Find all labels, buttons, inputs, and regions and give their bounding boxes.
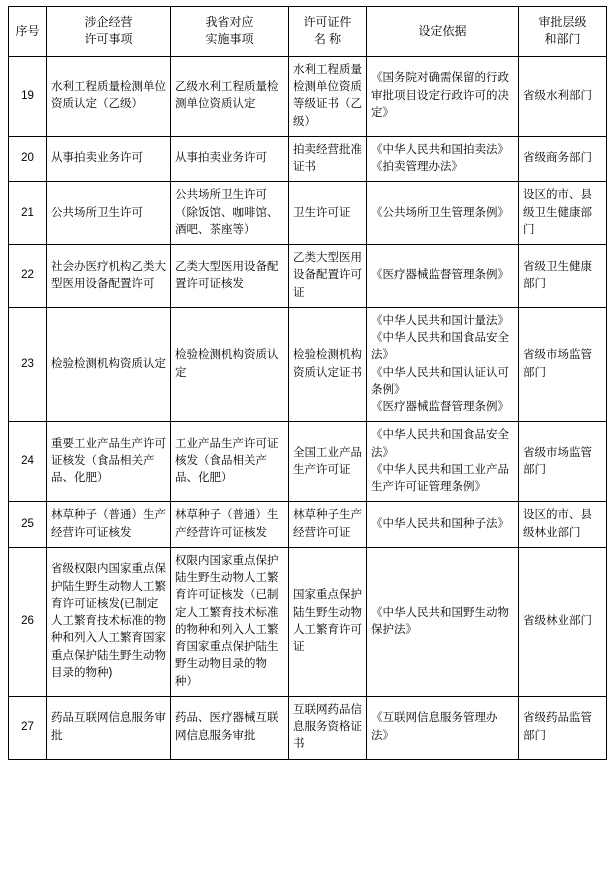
column-header-item: [47, 7, 171, 57]
cell-department: 省级卫生健康部门: [519, 245, 607, 308]
table-row: [9, 502, 607, 548]
basis-line: 《医疗器械监督管理条例》: [371, 269, 509, 282]
table-row: [9, 136, 607, 182]
table-row: [9, 547, 607, 696]
cell-seq: 21: [9, 182, 47, 245]
cell-seq: 25: [9, 502, 47, 548]
cell-basis: [367, 182, 519, 245]
basis-line: 《中华人民共和国食品安全法》: [371, 332, 509, 362]
cell-basis: [367, 547, 519, 696]
cell-basis: [367, 56, 519, 136]
cell-department: 省级药品监管部门: [519, 696, 607, 759]
cell-basis: [367, 502, 519, 548]
column-header-department: [519, 7, 607, 57]
cell-item: 检验检测机构资质认定: [47, 307, 171, 422]
cell-certificate: 水利工程质量检测单位资质等级证书（乙级）: [289, 56, 367, 136]
header-line: 名 称: [313, 32, 342, 47]
cell-certificate: 林草种子生产经营许可证: [289, 502, 367, 548]
header-line: 实施事项: [205, 32, 254, 47]
cell-item: 林草种子（普通）生产经营许可证核发: [47, 502, 171, 548]
header-line: 许可证件: [303, 15, 352, 29]
cell-item: 省级权限内国家重点保护陆生野生动物人工繁育许可证核发(已制定人工繁育技术标准的物种和列入人工繁育国家重点保护陆生野生动物目录的物种): [47, 547, 171, 696]
cell-item: 药品互联网信息服务审批: [47, 696, 171, 759]
cell-seq: 26: [9, 547, 47, 696]
cell-certificate: 全国工业产品生产许可证: [289, 422, 367, 502]
basis-line: 《中华人民共和国拍卖法》: [371, 143, 509, 156]
table-row: [9, 182, 607, 245]
header-line: 设定依据: [418, 23, 467, 38]
basis-line: 《中华人民共和国食品安全法》: [371, 429, 509, 459]
cell-certificate: 检验检测机构资质认定证书: [289, 307, 367, 422]
cell-item: 公共场所卫生许可: [47, 182, 171, 245]
header-line: 许可事项: [84, 32, 133, 47]
basis-line: 《中华人民共和国认证认可条例》: [371, 366, 509, 396]
cell-implementation: 林草种子（普通）生产经营许可证核发: [171, 502, 289, 548]
cell-implementation: 工业产品生产许可证核发（食品相关产品、化肥）: [171, 422, 289, 502]
table-row: [9, 245, 607, 308]
header-line: 序号: [15, 23, 40, 38]
header-line: 审批层级: [538, 15, 587, 29]
table-row: [9, 307, 607, 422]
cell-department: 省级林业部门: [519, 547, 607, 696]
cell-item: 重要工业产品生产许可证核发（食品相关产品、化肥）: [47, 422, 171, 502]
header-line: 和部门: [544, 32, 581, 47]
cell-implementation: 从事拍卖业务许可: [171, 136, 289, 182]
cell-item: 社会办医疗机构乙类大型医用设备配置许可: [47, 245, 171, 308]
cell-implementation: 药品、医疗器械互联网信息服务审批: [171, 696, 289, 759]
cell-department: 省级水利部门: [519, 56, 607, 136]
cell-item: 水利工程质量检测单位资质认定（乙级）: [47, 56, 171, 136]
basis-line: 《中华人民共和国种子法》: [371, 517, 509, 530]
table-row: [9, 422, 607, 502]
basis-line: 《医疗器械监督管理条例》: [371, 401, 509, 414]
cell-department: 省级市场监管部门: [519, 307, 607, 422]
cell-department: 省级市场监管部门: [519, 422, 607, 502]
basis-line: 《互联网信息服务管理办法》: [371, 712, 498, 742]
column-header-basis: [367, 7, 519, 57]
cell-department: 设区的市、县级卫生健康部门: [519, 182, 607, 245]
basis-line: 《中华人民共和国野生动物保护法》: [371, 606, 509, 636]
header-line: 涉企经营: [84, 15, 133, 29]
column-header-certificate: [289, 7, 367, 57]
cell-implementation: 公共场所卫生许可（除饭馆、咖啡馆、酒吧、茶座等）: [171, 182, 289, 245]
cell-basis: [367, 422, 519, 502]
cell-seq: 24: [9, 422, 47, 502]
cell-basis: [367, 307, 519, 422]
table-body: [9, 56, 607, 759]
cell-implementation: 检验检测机构资质认定: [171, 307, 289, 422]
basis-line: 《中华人民共和国工业产品生产许可证管理条例》: [371, 463, 509, 494]
cell-basis: [367, 245, 519, 308]
cell-certificate: 拍卖经营批准证书: [289, 136, 367, 182]
cell-basis: [367, 136, 519, 182]
cell-certificate: 卫生许可证: [289, 182, 367, 245]
basis-line: 《拍卖管理办法》: [371, 161, 463, 174]
business-license-table: [8, 6, 607, 760]
header-line: 我省对应: [205, 15, 254, 29]
cell-seq: 22: [9, 245, 47, 308]
cell-seq: 23: [9, 307, 47, 422]
cell-seq: 20: [9, 136, 47, 182]
table-row: [9, 56, 607, 136]
cell-department: 省级商务部门: [519, 136, 607, 182]
cell-certificate: 互联网药品信息服务资格证书: [289, 696, 367, 759]
cell-item: 从事拍卖业务许可: [47, 136, 171, 182]
basis-line: 《国务院对确需保留的行政审批项目设定行政许可的决定》: [371, 72, 509, 119]
cell-certificate: 乙类大型医用设备配置许可证: [289, 245, 367, 308]
basis-line: 《公共场所卫生管理条例》: [371, 206, 509, 219]
column-header-seq: [9, 7, 47, 57]
table-header-row: [9, 7, 607, 57]
cell-implementation: 乙类大型医用设备配置许可证核发: [171, 245, 289, 308]
cell-certificate: 国家重点保护陆生野生动物人工繁育许可证: [289, 547, 367, 696]
table-row: [9, 696, 607, 759]
column-header-implementation: [171, 7, 289, 57]
basis-line: 《中华人民共和国计量法》: [371, 314, 509, 327]
cell-department: 设区的市、县级林业部门: [519, 502, 607, 548]
cell-basis: [367, 696, 519, 759]
cell-seq: 19: [9, 56, 47, 136]
cell-implementation: 乙级水利工程质量检测单位资质认定: [171, 56, 289, 136]
cell-seq: 27: [9, 696, 47, 759]
cell-implementation: 权限内国家重点保护陆生野生动物人工繁育许可证核发（已制定人工繁育技术标准的物种和列入人工繁育国家重点保护陆生野生动物目录的物种）: [171, 547, 289, 696]
